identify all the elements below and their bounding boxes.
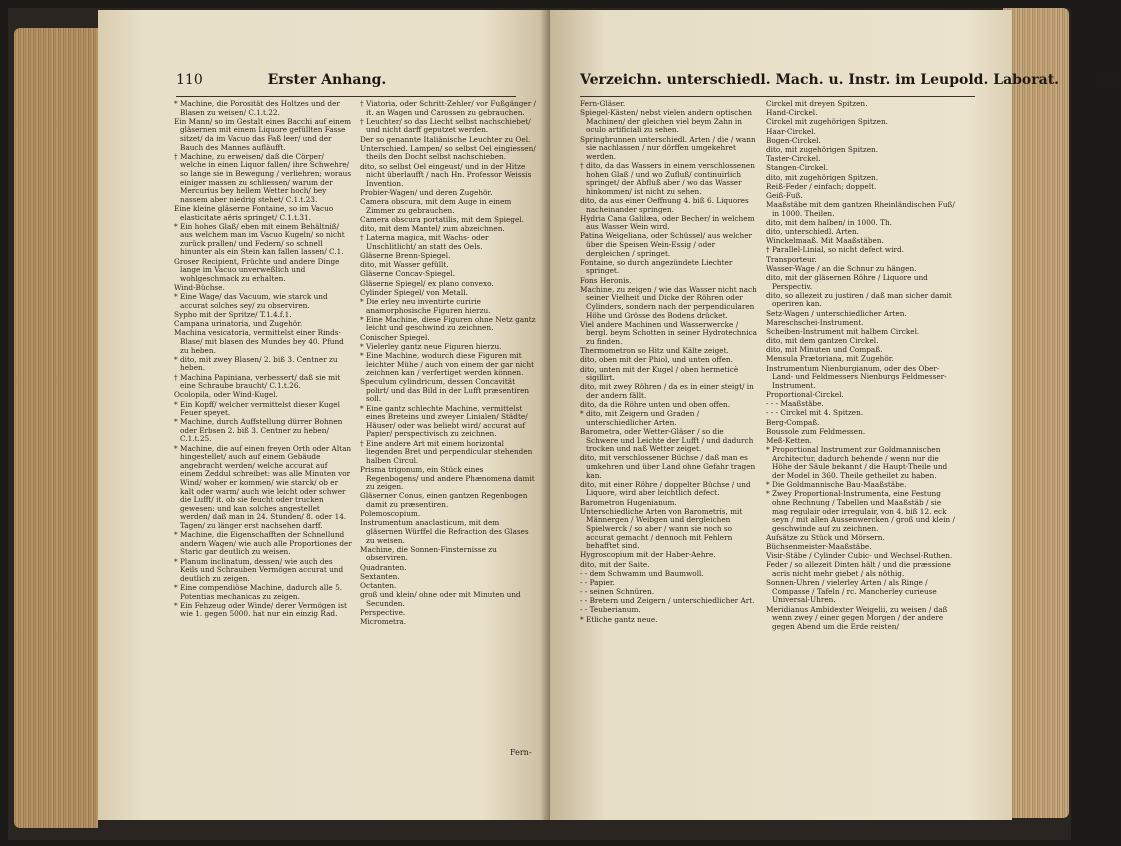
- catalog-entry: Sypho mit der Spritze/ T.1.4.f.1.: [174, 310, 292, 319]
- catalog-entry: * Die erley neu inventirte curirie anamorphosische Figuren hierzu.: [360, 296, 491, 315]
- left-head-rule: [176, 96, 516, 97]
- catalog-entry: Proportional-Circkel.: [766, 390, 844, 400]
- book-edge-left: [14, 28, 98, 828]
- catalog-entry: Groser Recipient, Früchte und andere Dinge lange im Vacuo unverweßlich und wohlgeschmack zu erhalten.: [174, 256, 340, 283]
- catalog-entry: dito, mit dem Mantel/ zum abzeichnen.: [360, 224, 505, 234]
- catalog-entry: Unterschied. Lampen/ so selbst Oel eingiessen/ theils den Docht selbst nachschieben.: [360, 143, 536, 162]
- catalog-entry: Meß-Ketten.: [766, 435, 812, 445]
- catalog-entry: * Planum inclinatum, dessen/ wie auch des Keils und Schrauben Vermögen accurat und deutlich zu zeigen.: [174, 556, 344, 583]
- catalog-entry: Patina Weigeliana, oder Schüssel/ aus welcher über die Speisen Wein-Essig / oder dergleichen / springet.: [580, 231, 753, 258]
- catalog-entry: - - Bretern und Zeigern / unterschiedlicher Art.: [580, 596, 755, 606]
- catalog-entry: † Parallel-Linial, so nicht defect wird.: [766, 245, 904, 255]
- catalog-entry: Reiß-Feder / einfach; doppelt.: [766, 181, 877, 191]
- catalog-entry: Campana urinatoria, und Zugehör.: [174, 319, 303, 329]
- catalog-entry: Barometron Hugenianum.: [580, 497, 677, 507]
- catalog-entry: dito, mit Wasser gefüllt.: [360, 260, 449, 270]
- catalog-entry: * Eine gantz schlechte Machine, vermittelst eines Breteins und zweyer Linialen/ Städte/ Häuser/ oder was beliebt wird/ accurat auf Papier/ perspectivisch zu zeichnen.: [360, 403, 528, 439]
- catalog-entry: Bogen-Circkel.: [766, 135, 821, 145]
- catalog-entry: * dito, mit zwey Blasen/ 2. biß 3. Centner zu heben.: [174, 354, 338, 373]
- catalog-entry: Hydria Cana Galilæa, oder Becher/ in welchem aus Wasser Wein wird.: [580, 213, 755, 232]
- catalog-entry: Hygroscopium mit der Haber-Aehre.: [580, 550, 716, 560]
- catalog-entry: Setz-Wagen / unterschiedlicher Arten.: [766, 308, 907, 318]
- catalog-entry: - - Papier.: [580, 577, 615, 587]
- catalog-entry: Feder / so allezeit Dinten hält / und die præssione acris nicht mehr giebet / als nöthig.: [766, 560, 951, 579]
- catalog-entry: - - - Maaßstäbe.: [766, 399, 824, 409]
- catalog-entry: dito, da aus einer Oeffnung 4. biß 6. Liquores nacheinander springen.: [580, 195, 749, 214]
- catalog-entry: Ocolopila, oder Wind-Kugel.: [174, 390, 278, 400]
- catalog-entry: Fontaine, so durch angezündete Liechter springet.: [580, 257, 733, 276]
- catalog-entry: Machine, die Sonnen-Finsternisse zu observiren.: [360, 544, 497, 563]
- catalog-entry: dito, mit einer Röhre / doppelter Büchse / und Liquore, wird aber leichtlich defect.: [580, 479, 751, 498]
- right-column-1: [580, 100, 758, 625]
- catalog-entry: Quadranten.: [360, 562, 407, 572]
- catalog-entry: Eine kleine gläserne Fontaine, so im Vacuo elasticitate aëris springet/ C.1.t.31.: [174, 203, 334, 222]
- catalog-entry: Hand-Circkel.: [766, 108, 818, 118]
- catalog-entry: Prisma trigonum, ein Stück eines Regenbogens/ und andere Phænomena damit zu zeigen.: [360, 465, 535, 492]
- catalog-entry: Transporteur.: [766, 254, 817, 264]
- catalog-entry: dito, mit zugehörigen Spitzen.: [766, 144, 879, 154]
- catalog-entry: dito, mit der Saite.: [580, 559, 650, 569]
- catalog-entry: dito, oben mit der Phiol, und unten offen.: [580, 355, 733, 365]
- catalog-entry: * Machine, die Eigenschafften der Schnellund andern Wagen/ wie auch alle Proportiones der Staric gar deutlich zu weisen.: [174, 530, 352, 557]
- catalog-entry: Circkel mit zugehörigen Spitzen.: [766, 117, 888, 127]
- catalog-entry: Wind-Büchse.: [174, 283, 225, 293]
- catalog-entry: Barometra, oder Wetter-Gläser / so die Schwere und Leichte der Lufft / und dadurch trocken und naß Wetter zeiget.: [580, 427, 754, 454]
- catalog-entry: Geiß-Fuß.: [766, 190, 803, 200]
- catalog-entry: Gläserne Brenn-Spiegel.: [360, 251, 451, 261]
- catalog-entry: Circkel mit dreyen Spitzen.: [766, 99, 868, 108]
- catalog-entry: Wasser-Wage / an die Schnur zu hängen.: [766, 263, 917, 273]
- catalog-entry: Der so genannte Italiänische Leuchter zu Oel.: [360, 134, 531, 144]
- catalog-entry: Cylinder Spiegel/ von Metall.: [360, 287, 468, 297]
- catalog-entry: Fons Heronis.: [580, 275, 632, 285]
- catalog-entry: Probier-Wagen/ und deren Zugehör.: [360, 187, 493, 197]
- catalog-entry: dito, mit dem gantzen Circkel.: [766, 336, 879, 346]
- catalog-entry: dito, so selbst Oel eingeust/ und in der Hitze nicht überlaufft / nach Hn. Professor Weissis Invention.: [360, 161, 532, 188]
- left-head-title: Erster Anhang.: [267, 72, 387, 88]
- catalog-entry: Visir-Stäbe / Cylinder Cubic- und Wechsel-Ruthen.: [766, 551, 953, 561]
- catalog-entry: Viel andere Machinen und Wasserwercke / bergl. beym Schotten in seiner Hydrotechnica zu finden.: [580, 319, 757, 346]
- catalog-entry: † Eine andere Art mit einem horizontal liegenden Bret und perpendicular stehenden halben Circul.: [360, 438, 533, 465]
- catalog-entry: Octanten.: [360, 580, 397, 590]
- catalog-entry: Conischer Spiegel.: [360, 332, 430, 342]
- catalog-entry: dito, mit dem halben/ in 1000. Th.: [766, 217, 892, 227]
- catalog-entry: Scheiben-Instrument mit halbem Circkel.: [766, 326, 920, 336]
- catalog-entry: * Ein Fehzeug oder Winde/ derer Vermögen ist wie 1. gegen 5000. hat nur ein einzig Rad.: [174, 600, 347, 619]
- catalog-entry: dito, mit Minuten und Compaß.: [766, 345, 883, 355]
- left-running-head: [176, 72, 516, 94]
- catalog-entry: - - - Circkel mit 4. Spitzen.: [766, 408, 864, 418]
- right-page-number: 111: [1093, 72, 1121, 88]
- catalog-entry: † Machine, zu erweisen/ daß die Cörper/ welche in einen Liquor fallen/ ihre Schwehre/ so lange sie in Bewegung / verliehren; woraus einiger massen zu schliessen/ warum der Mercurius bey hellem Wetter hoch/ bey nassem aber niedrig stehet/ C.1.t.23.: [174, 151, 352, 204]
- catalog-entry: Büchsenmeister-Maaßstäbe.: [766, 542, 872, 552]
- catalog-entry: Gläserne Concav-Spiegel.: [360, 269, 456, 279]
- catalog-entry: * dito, mit Zeigern und Graden / unterschiedlicher Arten.: [580, 409, 700, 427]
- right-page: [550, 10, 1121, 820]
- catalog-entry: * Ein Kopff/ welcher vermittelst dieser Kugel Feuer speyet.: [174, 399, 340, 418]
- catalog-entry: Boussole zum Feldmessen.: [766, 426, 866, 436]
- catalog-entry: † Viatoria, oder Schritt-Zehler/ vor Fußgänger / it. an Wagen und Carossen zu gebrauchen.: [360, 99, 536, 117]
- catalog-entry: dito, unten mit der Kugel / oben hermeticè sigillirt.: [580, 364, 739, 383]
- catalog-entry: Instrumentum anaclasticum, mit dem gläsernen Würffel die Refraction des Glases zu weisen.: [360, 518, 529, 545]
- left-page: [98, 10, 550, 820]
- catalog-entry: dito, mit zugehörigen Spitzen.: [766, 172, 879, 182]
- catalog-entry: Polemoscopium.: [360, 509, 421, 519]
- catalog-entry: * Eine Machine, diese Figuren ohne Netz gantz leicht und geschwind zu zeichnen.: [360, 314, 536, 333]
- catalog-entry: † dito, da das Wassers in einem verschlossenen hohen Glaß / und wo Zufluß/ continuirlich springet/ der Abfluß aber / wo das Wasser hinkommen/ ist nicht zu sehen.: [580, 160, 755, 196]
- catalog-entry: Ein Mann/ so im Gestalt eines Bacchi auf einem gläsernen mit einem Liquore gefüllten Fasse sitzet/ da im Vacuo das Faß leer/ und der Bauch des Mannes aufläufft.: [174, 116, 352, 152]
- book-edge-right: [1003, 8, 1069, 818]
- catalog-entry: * Zwey Proportional-Instrumenta, eine Festung ohne Rechnung / Tabellen und Maaßstäb / sie mag regulair oder irregulair, von 4. biß 12. eck seyn / mit allen Aussenwercken / groß und klein / geschwinde auf zu zeichnen.: [766, 489, 956, 533]
- catalog-entry: Maaßstäbe mit dem gantzen Rheinländischen Fuß/ in 1000. Theilen.: [766, 200, 955, 218]
- catalog-entry: dito, mit verschlossener Büchse / daß man es umkehren und über Land ohne Gefahr tragen kan.: [580, 453, 756, 480]
- left-page-number: 110: [176, 72, 203, 88]
- catalog-entry: Instrumentum Nienburgianum, oder des Ober-Land- und Feldmessers Nienburgs Feldmesser-Instrument.: [766, 363, 947, 390]
- catalog-entry: Perspective.: [360, 607, 406, 617]
- catalog-entry: Sonnen-Uhren / vielerley Arten / als Ringe / Compasse / Tafeln / rc. Mancherley curieuse Universal-Uhren.: [766, 578, 937, 605]
- left-catchword: Fern-: [510, 748, 532, 757]
- left-column-1: [174, 100, 352, 620]
- catalog-entry: * Vielerley gantz neue Figuren hierzu.: [360, 341, 502, 351]
- catalog-entry: * Eine compendiöse Machine, dadurch alle 5. Potentias mechanicas zu zeigen.: [174, 582, 343, 601]
- catalog-entry: Haar-Circkel.: [766, 126, 816, 136]
- catalog-entry: groß und klein/ ohne oder mit Minuten und Secunden.: [360, 590, 521, 608]
- catalog-entry: * Machine, die Porosität des Holtzes und der Blasen zu weisen/ C.1.t.22.: [174, 99, 340, 117]
- right-column-2: [766, 100, 956, 632]
- catalog-entry: - - Teuberianum.: [580, 605, 641, 615]
- catalog-entry: Taster-Circkel.: [766, 154, 821, 164]
- catalog-entry: Camera obscura portatilis, mit dem Spiegel.: [360, 214, 524, 224]
- catalog-entry: Gläserner Conus, einen gantzen Regenbogen damit zu præsentiren.: [360, 491, 528, 509]
- catalog-entry: * Etliche gantz neue.: [580, 614, 658, 624]
- catalog-entry: * Proportional Instrument zur Goldmannischen Architectur, dadurch behende / wenn nur die Höhe der Säule bekannt / die Haupt-Theile und der Model in 360. Theile getheilet zu haben.: [766, 445, 948, 480]
- catalog-entry: * Ein hohes Glaß/ eben mit einem Behältniß/ aus welchem man im Vacuo Kugeln/ so nicht zurück prallen/ und Federn/ so schnell hinunter als ein Stein kan fallen lassen/ C.1.: [174, 221, 345, 257]
- catalog-entry: Unterschiedliche Arten von Barometris, mit Männergen / Weibgen und dergleichen Spielwerck / so aber / wann sie noch so accurat gemacht / dennoch mit Fehlern behafftet sind.: [580, 506, 743, 551]
- catalog-entry: † Machina Papiniana, verbessert/ daß sie mit eine Schraube braucht/ C.1.t.26.: [174, 372, 341, 391]
- right-head-rule: [580, 96, 975, 97]
- catalog-entry: * Eine Wage/ das Vacuum, wie starck und accurat solches sey/ zu observiren.: [174, 292, 328, 310]
- catalog-entry: dito, unterschiedl. Arten.: [766, 227, 859, 237]
- catalog-entry: Speculum cylindricum, dessen Concavität polirt/ und das Bild in der Lufft præsentiren soll.: [360, 377, 530, 404]
- catalog-entry: Micrometra.: [360, 617, 407, 627]
- catalog-entry: * Die Goldmannische Bau-Maaßstäbe.: [766, 480, 907, 490]
- catalog-entry: * Machine, die auf einen freyen Orth oder Altan hingestellet/ auch auf einem Gebäude angebracht werden/ welche accurat auf einem Zeddul schreibet: was alle Minuten vor Wind/ woher er kommen/ wie starck/ ob er kalt oder warm/ auch wie leicht oder schwer die Lufft/ it. ob sie feucht oder trucken gewesen: und kan solches angestellet werden/ daß man in 24. Stunden/ 8. oder 14. Tagen/ zu länger erst nachsehen darff.: [174, 443, 352, 530]
- catalog-entry: Spiegel-Kästen/ nebst vielen andern optischen Machinen/ der gleichen viel beym Zahn in oculo artificiali zu sehen.: [580, 108, 752, 135]
- catalog-entry: - - seinen Schnüren.: [580, 587, 655, 597]
- catalog-entry: Meridianus Ambidexter Weigelii, zu weisen / daß wenn zwey / einer gegen Morgen / der andere gegen Abend um die Erde reisten/: [766, 604, 948, 631]
- catalog-entry: Berg-Compaß.: [766, 417, 820, 427]
- catalog-entry: Machine, zu zeigen / wie das Wasser nicht nach seiner Vielheit und Dicke der Röhren oder Cylinders, sondern nach der perpendicularen Höhe und Grösse des Bodens drücket.: [580, 284, 757, 320]
- catalog-entry: dito, so allezeit zu justiren / daß man sicher damit operiren kan.: [766, 290, 952, 309]
- catalog-entry: dito, mit der gläsernen Röhre / Liquore und Perspectiv.: [766, 272, 928, 291]
- catalog-entry: Mensula Prætoriana, mit Zugehör.: [766, 354, 894, 364]
- catalog-entry: † Leuchter/ so das Liecht selbst nachschiebet/ und nicht darff geputzet werden.: [360, 116, 531, 135]
- catalog-entry: Fern-Gläser.: [580, 99, 626, 108]
- catalog-entry: Mareschschei-Instrument.: [766, 317, 864, 327]
- catalog-entry: Thermometron so Hitz und Kälte zeiget.: [580, 346, 729, 356]
- right-running-head: [580, 72, 1121, 94]
- catalog-entry: dito, da die Röhre unten und oben offen.: [580, 400, 731, 410]
- catalog-entry: Gläserne Spiegel/ ex plano convexo.: [360, 278, 494, 288]
- catalog-entry: Stangen-Circkel.: [766, 163, 829, 173]
- catalog-entry: Sextanten.: [360, 571, 400, 581]
- left-column-2: [360, 100, 538, 627]
- catalog-entry: dito, mit zwey Röhren / da es in einer steigt/ in der andern fällt.: [580, 382, 754, 400]
- catalog-entry: Aufsätze zu Stück und Mörsern.: [766, 532, 885, 542]
- catalog-entry: * Eine Machine, wodurch diese Figuren mit leichter Mühe / auch von einem der gar nicht zeichnen kan / verfertiget werden können.: [360, 350, 535, 378]
- catalog-entry: Machina vesicatoria, vermittelst einer Rinds-Blase/ mit blasen des Mundes bey 40. Pfund zu heben.: [174, 328, 344, 355]
- catalog-entry: Springbrunnen unterschiedl. Arten / die / wann sie nachlassen / nur dörffen umgekehret werden.: [580, 134, 756, 161]
- catalog-entry: * Machine, durch Auffstellung dürrer Bohnen oder Erbsen 2. biß 3. Centner zu heben/ C.1.t.25.: [174, 417, 343, 444]
- catalog-entry: Winckelmaaß. Mit Maaßstäben.: [766, 236, 884, 246]
- right-head-title: Verzeichn. unterschiedl. Mach. u. Instr. im Leupold. Laborat.: [580, 72, 1060, 88]
- catalog-entry: - - dem Schwamm und Baumwoll.: [580, 568, 704, 578]
- catalog-entry: Camera obscura, mit dem Auge in einem Zimmer zu gebrauchen.: [360, 197, 512, 215]
- catalog-entry: † Laterna magica, mit Wachs- oder Unschlitlicht/ an statt des Oels.: [360, 233, 489, 251]
